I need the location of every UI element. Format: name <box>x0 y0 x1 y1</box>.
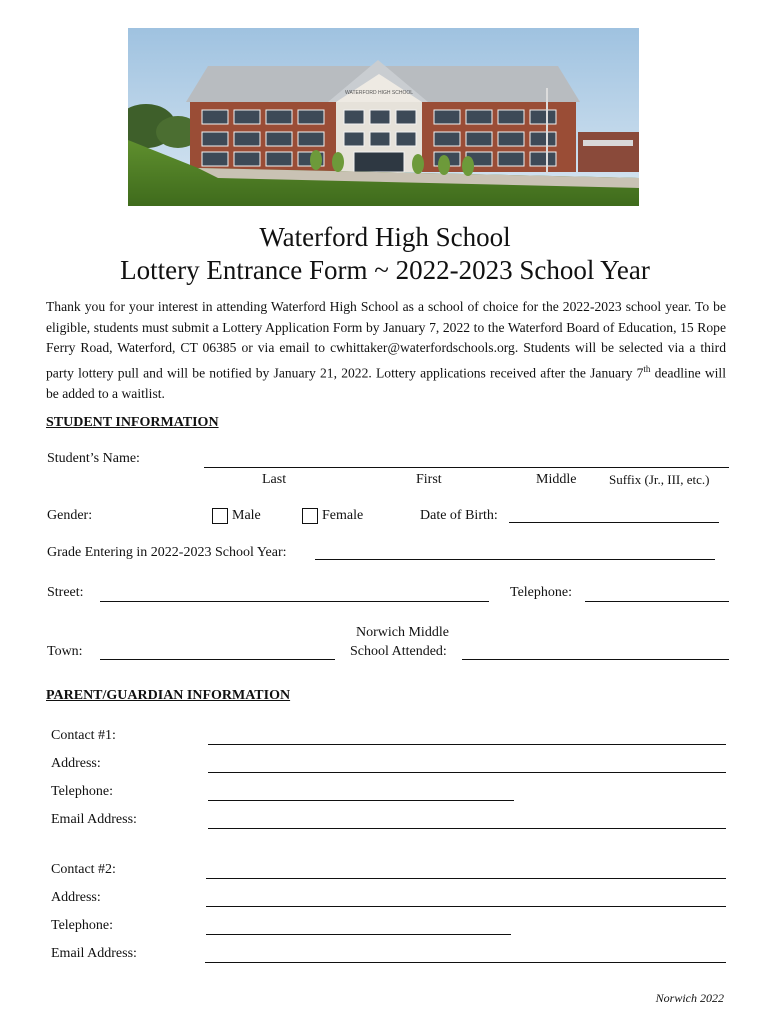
student-name-label: Student’s Name: <box>47 451 140 466</box>
intro-superscript: th <box>643 363 651 374</box>
name-part-suffix: Suffix (Jr., III, etc.) <box>609 472 710 487</box>
town-label: Town: <box>47 644 83 659</box>
gender-male-label: Male <box>232 508 261 523</box>
contact1-label: Contact #1: <box>51 728 116 743</box>
name-part-first: First <box>416 472 442 487</box>
student-name-field[interactable] <box>204 467 729 468</box>
school-building-photo <box>128 28 639 206</box>
grade-field[interactable] <box>315 559 715 560</box>
intro-paragraph <box>46 297 726 404</box>
contact1-telephone-field[interactable] <box>208 800 514 801</box>
gender-female-checkbox[interactable] <box>302 508 318 524</box>
contact2-address-field[interactable] <box>206 906 726 907</box>
contact1-email-field[interactable] <box>208 828 726 829</box>
contact1-address-field[interactable] <box>208 772 726 773</box>
gender-male-checkbox[interactable] <box>212 508 228 524</box>
street-label: Street: <box>47 585 84 600</box>
school-attended-label-line2: School Attended: <box>350 644 447 659</box>
street-field[interactable] <box>100 601 489 602</box>
school-title: Waterford High School <box>259 222 511 252</box>
building-sign: WATERFORD HIGH SCHOOL <box>344 90 414 96</box>
dob-field[interactable] <box>509 522 719 523</box>
name-part-last: Last <box>262 472 287 487</box>
gender-label: Gender: <box>47 508 93 523</box>
school-attended-label-line1: Norwich Middle <box>356 625 449 640</box>
dob-label: Date of Birth: <box>420 508 498 523</box>
contact2-email-label: Email Address: <box>51 946 137 961</box>
intro-text-end: deadline will be added to a waitlist. <box>46 365 726 401</box>
contact2-telephone-field[interactable] <box>206 934 511 935</box>
student-telephone-label: Telephone: <box>510 585 572 600</box>
gender-female-label: Female <box>322 508 364 523</box>
school-attended-field[interactable] <box>462 659 729 660</box>
contact2-telephone-label: Telephone: <box>51 918 113 933</box>
grade-label: Grade Entering in 2022-2023 School Year: <box>47 545 287 560</box>
contact1-telephone-label: Telephone: <box>51 784 113 799</box>
contact2-address-label: Address: <box>51 890 101 905</box>
guardian-info-heading: PARENT/GUARDIAN INFORMATION <box>46 688 291 703</box>
contact1-field[interactable] <box>208 744 726 745</box>
name-part-middle: Middle <box>536 472 577 487</box>
footer-note: Norwich 2022 <box>655 991 724 1005</box>
student-info-heading: STUDENT INFORMATION <box>46 415 219 430</box>
form-title: Lottery Entrance Form ~ 2022-2023 School Year <box>120 255 650 285</box>
contact2-label: Contact #2: <box>51 862 116 877</box>
student-telephone-field[interactable] <box>585 601 729 602</box>
contact2-email-field[interactable] <box>205 962 726 963</box>
contact2-field[interactable] <box>206 878 726 879</box>
contact1-address-label: Address: <box>51 756 101 771</box>
town-field[interactable] <box>100 659 335 660</box>
intro-text: Thank you for your interest in attending Waterford High School as a school of choice for the 2022-2023 school year. To be eligible, students must submit a Lottery Application Form by January 7, 2022 to the Waterford Board of Education, 15 Rope Ferry Road, Waterford, CT 06385 or via email to cwhittaker@waterfordschools.org. Students will be selected via a third party lottery pull and will be notified by January 21, 2022. Lottery applications received after the January 7 <box>46 299 726 381</box>
contact1-email-label: Email Address: <box>51 812 137 827</box>
